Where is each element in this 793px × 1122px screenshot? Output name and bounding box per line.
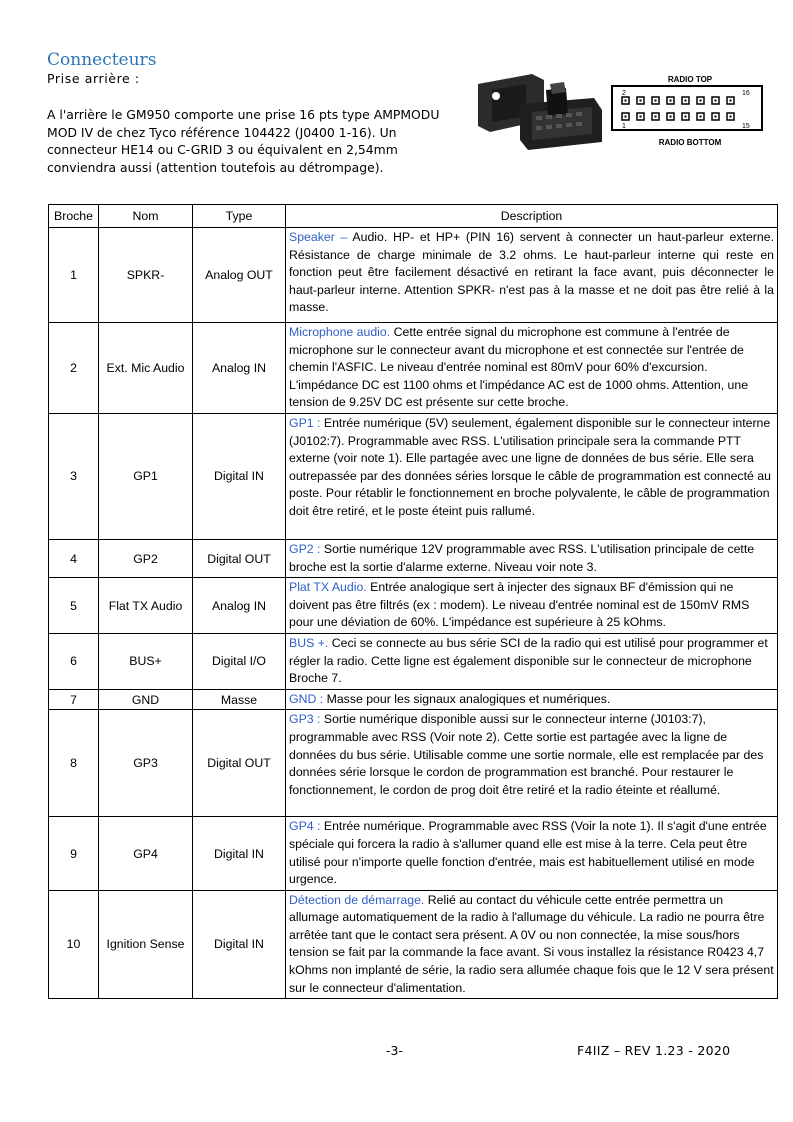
description-key: GP2 : [289,541,321,556]
cell-pin: 4 [49,539,99,577]
cell-type: Analog IN [193,323,286,414]
description-text: Ceci se connecte au bus série SCI de la radio qui est utilisé pour programmer et régler la radio. Cette ligne est également disponible sur le connecteur de microphone Broche 7. [289,635,768,686]
description-text: Audio. HP- et HP+ (PIN 16) servent à connecter un haut-parleur externe. Résistance de charge minimale de 3.2 ohms. Le haut-parleur interne qui reste en fonction peut être facilement désactivé en retirant la face avant, puis déconnecter le haut-parleur interne. Attention SPKR- n'est pas à la masse et ne doit pas être relié à la masse. [289,230,774,315]
table-row [49,323,778,414]
description-key: Microphone audio. [289,325,391,339]
header-broche: Broche [49,205,99,228]
cell-pin: 8 [49,710,99,817]
description-text: Relié au contact du véhicule cette entrée permettra un allumage automatiquement de la radio à l'allumage du véhicule. La radio ne pourra être arrêtée tant que le contact sera présent. A 0V ou non connectée, la mise sous/hors tension se fait par la commande la face avant. Si vous installez la résistance R0423 4,7 kOhms non implanté de série, la radio sera allumée chaque fois que le 12 V sera présent sur le connecteur d'alimentation. [289,892,774,995]
pinout-bottom-label: RADIO BOTTOM [658,138,722,147]
cell-name: Flat TX Audio [99,578,193,634]
cell-name: BUS+ [99,633,193,689]
cell-pin: 3 [49,413,99,539]
cell-type: Digital I/O [193,633,286,689]
cell-description [286,578,778,634]
pin-label-15: 15 [742,123,750,130]
revision-label: F4IIZ – REV 1.23 - 2020 [577,1043,731,1058]
pin-label-2: 2 [622,90,626,97]
table-row [49,633,778,689]
pinout-diagram [610,72,770,152]
intro-paragraph: A l'arrière le GM950 comporte une prise 16 pts type AMPMODU MOD IV de chez Tyco référence 104422 (J0400 1-16). Un connecteur HE14 ou C-GRID 3 ou équivalent en 2,54mm conviendra aussi (attention toutefois au détrompage). [47,107,440,175]
table-row [49,539,778,577]
cell-type: Digital OUT [193,539,286,577]
description-text: Masse pour les signaux analogiques et numériques. [323,691,611,706]
description-text: Sortie numérique 12V programmable avec RSS. L'utilisation principale de cette broche est la sortie d'alarme externe. Niveau voir note 3. [289,541,755,574]
description-key: GP4 : [289,819,321,834]
cell-description [286,323,778,414]
cell-description [286,689,778,710]
cell-name: GND [99,689,193,710]
description-text: Entrée analogique sert à injecter des signaux BF d'émission qui ne doivent pas être filtrés (ex : modem). Le niveau d'entrée nominal est de 150mV RMS pour une déviation de 60%. L'impédance est supérieure à 25 kOhms. [289,580,750,630]
description-key: Plat TX Audio. [289,580,367,595]
cell-description [286,413,778,539]
cell-type: Digital IN [193,890,286,999]
cell-pin: 2 [49,323,99,414]
cell-pin: 1 [49,228,99,323]
description-text: Sortie numérique disponible aussi sur le connecteur interne (J0103:7), programmable avec RSS (Voir note 2). Cette sortie est partagée avec la ligne de données du bus série. Utilisable comme une sortie normale, elle est remplacée par des données série lorsque le cordon de programmation est branché. Pour restaurer le fonctionnement, le cordon de prog doit être retiré et la radio éteinte et réallumé. [289,712,764,797]
cell-name: GP4 [99,817,193,890]
description-text: Cette entrée signal du microphone est commune à l'entrée de microphone sur le connecteur avant du microphone et est connectée sur l'entrée de chemin l'ASFIC. Le niveau d'entrée nominal est 80mV pour 60% d'excursion. L'impédance DC est 1100 ohms et l'impédance AC est de 1000 ohms. Attention, une tension de 9.25V DC est présente sur cette broche. [289,325,749,410]
table-row [49,817,778,890]
description-key: Détection de démarrage. [289,892,425,907]
table-row [49,689,778,710]
cell-type: Analog OUT [193,228,286,323]
table-header-row [49,205,778,228]
section-subtitle: Prise arrière : [47,71,140,86]
cell-name: GP2 [99,539,193,577]
cell-type: Digital IN [193,817,286,890]
table-row [49,890,778,999]
description-key: BUS +. [289,635,329,650]
cell-name: GP3 [99,710,193,817]
description-key: GND : [289,691,324,706]
cell-type: Analog IN [193,578,286,634]
table-row [49,578,778,634]
cell-name: SPKR- [99,228,193,323]
table-row [49,710,778,817]
description-text: Entrée numérique. Programmable avec RSS (Voir la note 1). Il s'agit d'une entrée spéciale qui forcera la radio à s'allumer quand elle est mise à la terre. Cela peut être utilisé pour n'importe quelle fonction d'entrée, mais est habituellement utilisé en mode urgence. [289,819,767,887]
table-row [49,228,778,323]
header-description: Description [286,205,778,228]
pinout-top-label: RADIO TOP [667,75,713,84]
cell-pin: 9 [49,817,99,890]
cell-description [286,633,778,689]
cell-pin: 7 [49,689,99,710]
connector-photo [474,70,606,160]
cell-pin: 10 [49,890,99,999]
cell-description [286,539,778,577]
header-type: Type [193,205,286,228]
page-number: -3- [386,1043,403,1058]
cell-type: Digital OUT [193,710,286,817]
cell-name: GP1 [99,413,193,539]
cell-description [286,890,778,999]
description-key: Speaker – [289,230,348,244]
pin-label-16: 16 [742,90,750,97]
description-key: GP3 : [289,712,321,727]
table-row [49,413,778,539]
cell-description [286,710,778,817]
header-nom: Nom [99,205,193,228]
section-title: Connecteurs [47,50,157,70]
cell-pin: 6 [49,633,99,689]
pin-label-1: 1 [622,123,626,130]
cell-type: Masse [193,689,286,710]
cell-description [286,817,778,890]
cell-description [286,228,778,323]
cell-name: Ignition Sense [99,890,193,999]
description-text: Entrée numérique (5V) seulement, également disponible sur le connecteur interne (J0102:7). Programmable avec RSS. L'utilisation principale sera la commande PTT externe (voir note 1). Elle partagée avec une ligne de données de bus série. Elle sera outrepassée par des données séries lorsque le câble de programmation est connecté au poste. Pour rétablir le fonctionnement en broche polyvalente, le câble de programmation doit être retiré, et le poste éteint puis rallumé. [289,415,771,518]
description-key: GP1 : [289,415,321,430]
cell-type: Digital IN [193,413,286,539]
cell-pin: 5 [49,578,99,634]
cell-name: Ext. Mic Audio [99,323,193,414]
pinout-table [48,204,778,999]
